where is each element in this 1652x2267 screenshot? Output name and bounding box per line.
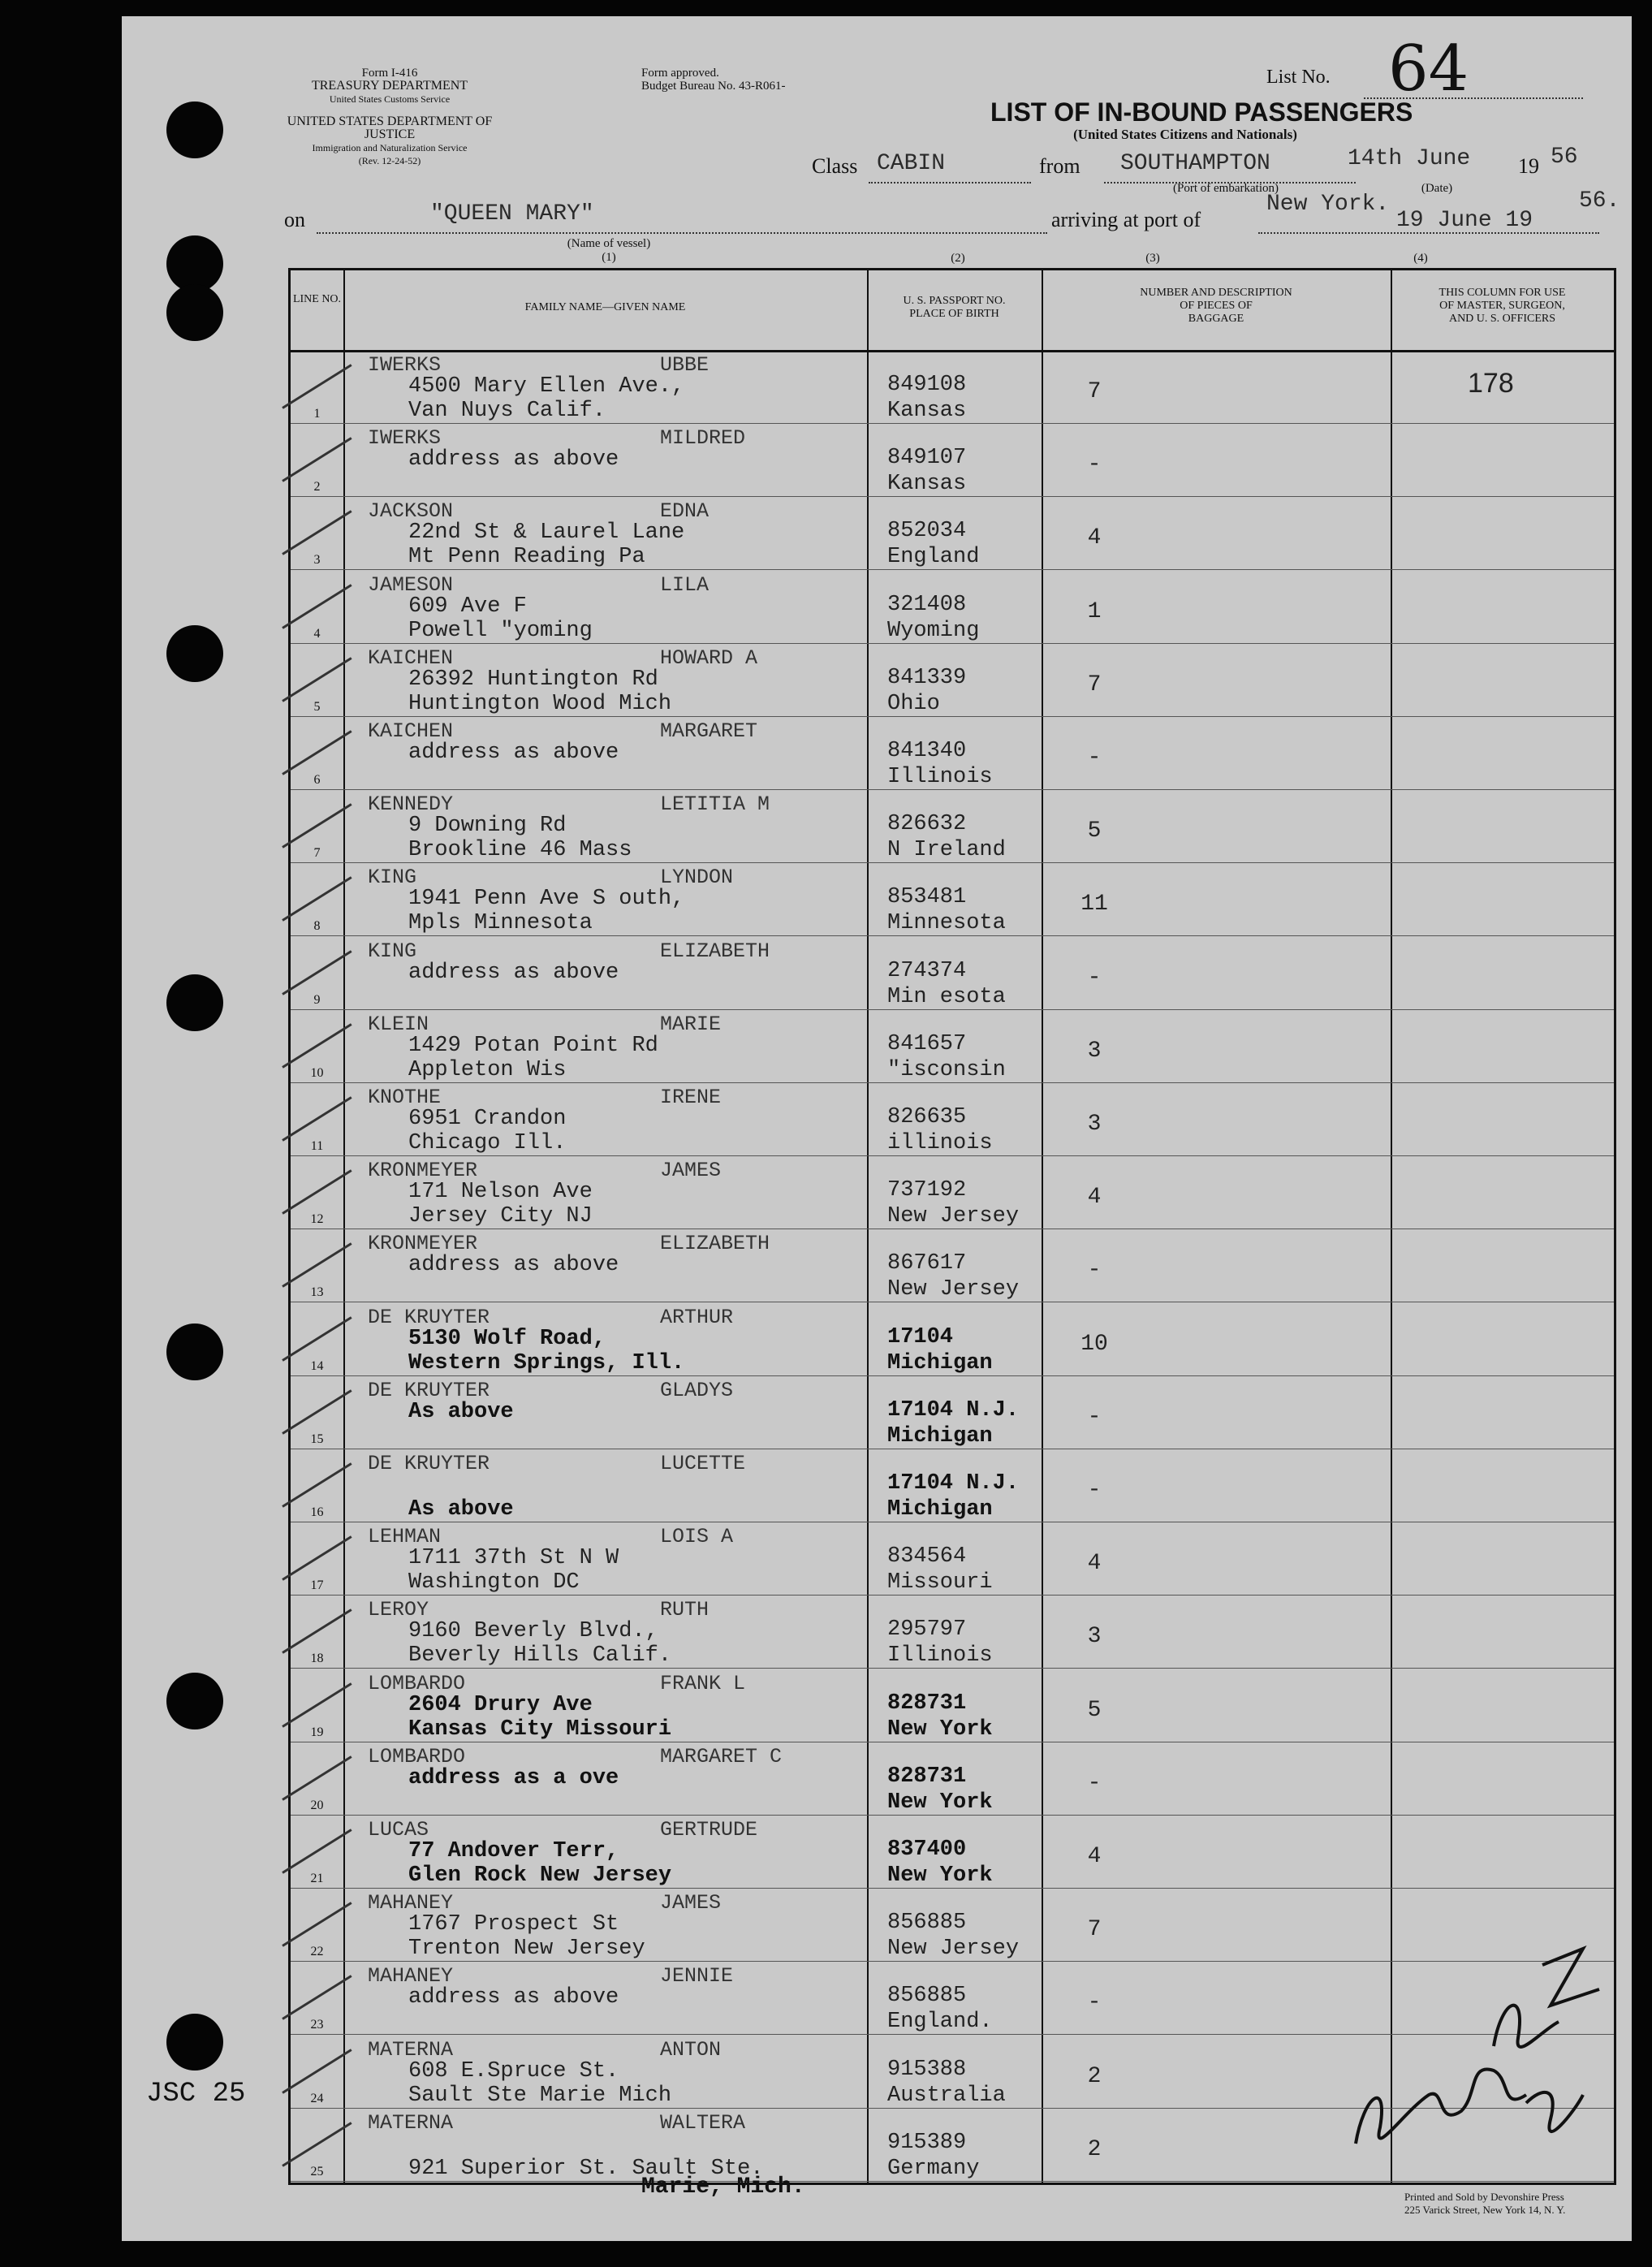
baggage-count: 7 <box>1087 1917 1102 1943</box>
address-line-1: address as above <box>408 741 619 765</box>
continuation-text: Marie, Mich. <box>641 2174 805 2200</box>
punch-hole <box>166 974 223 1031</box>
passport-number: 274374 <box>887 958 967 983</box>
address-line-2: Brookline 46 Mass <box>408 838 632 863</box>
form-title: LIST OF IN-BOUND PASSENGERS <box>990 97 1413 127</box>
table-row <box>291 1522 1614 1596</box>
punch-hole <box>166 1673 223 1729</box>
address-line-2: 921 Superior St. Sault Ste. <box>408 2156 764 2181</box>
check-mark-icon <box>282 950 352 995</box>
line-number: 13 <box>310 1285 324 1300</box>
check-mark-icon <box>282 1829 352 1874</box>
passport-number: 915388 <box>887 2057 967 2082</box>
line-number: 4 <box>313 626 321 641</box>
given-name: JENNIE <box>660 1964 734 1988</box>
col-label-4: (4) <box>1413 252 1428 265</box>
table-row <box>291 1815 1614 1889</box>
place-of-birth: Michigan <box>887 1423 993 1449</box>
given-name: ARTHUR <box>660 1305 734 1329</box>
check-mark-icon <box>282 803 352 849</box>
line-number: 20 <box>310 1798 324 1812</box>
baggage-count: - <box>1087 452 1102 478</box>
header-baggage: NUMBER AND DESCRIPTION OF PIECES OF BAGGAGE <box>1140 287 1292 325</box>
address-line-2: Washington DC <box>408 1570 580 1596</box>
given-name: HOWARD A <box>660 646 758 670</box>
given-name: EDNA <box>660 499 710 524</box>
baggage-count: - <box>1087 1478 1102 1503</box>
family-name: LOMBARDO <box>368 1744 466 1768</box>
line-number: 2 <box>313 480 321 494</box>
address-line-1: 6951 Crandon <box>408 1107 567 1131</box>
address-line-1: 5130 Wolf Road, <box>408 1326 606 1351</box>
line-number: 11 <box>310 1139 324 1153</box>
line-number: 18 <box>310 1652 324 1666</box>
passport-number: 17104 <box>887 1324 954 1349</box>
officer-signature <box>1339 1900 1615 2168</box>
baggage-count: 4 <box>1087 1185 1102 1211</box>
address-line-1: 608 E.Spruce St. <box>408 2058 619 2083</box>
address-line-2: Appleton Wis <box>408 1057 567 1082</box>
given-name: JAMES <box>660 1891 722 1915</box>
check-mark-icon <box>282 1755 352 1801</box>
table-row <box>291 936 1614 1010</box>
baggage-count: 3 <box>1087 1624 1102 1650</box>
address-line-2: Van Nuys Calif. <box>408 399 606 423</box>
line-number: 24 <box>310 2091 324 2105</box>
baggage-count: 7 <box>1087 379 1102 404</box>
check-mark-icon <box>282 364 352 409</box>
address-line-1: 609 Ave F <box>408 594 527 619</box>
check-mark-icon <box>282 1976 352 2021</box>
header-name: FAMILY NAME—GIVEN NAME <box>524 301 686 313</box>
address-line-2: Mpls Minnesota <box>408 911 593 936</box>
family-name: DE KRUYTER <box>368 1305 490 1329</box>
col-label-3: (3) <box>1145 252 1160 265</box>
place-of-birth: Germany <box>887 2156 980 2181</box>
line-number: 9 <box>313 992 321 1007</box>
address-line-1: address as above <box>408 447 619 473</box>
approval-info: Form approved. Budget Bureau No. 43-R061- <box>641 67 786 93</box>
line-number: 21 <box>310 1872 324 1885</box>
punch-hole <box>166 2014 223 2071</box>
table-row <box>291 862 1614 936</box>
address-line-1: address as a ove <box>408 1765 619 1790</box>
place-of-birth: Australia <box>887 2083 1006 2108</box>
baggage-count: 4 <box>1087 525 1102 551</box>
check-mark-icon <box>282 1023 352 1069</box>
table-row <box>291 1009 1614 1083</box>
arrival-port: New York. <box>1266 192 1390 217</box>
passport-number: 17104 N.J. <box>887 1471 1020 1496</box>
manifest-page <box>122 16 1632 2241</box>
given-name: LOIS A <box>660 1525 734 1549</box>
place-of-birth: Illinois <box>887 1643 993 1669</box>
address-line-1: 77 Andover Terr, <box>408 1839 619 1863</box>
passport-number: 826635 <box>887 1105 967 1129</box>
check-mark-icon <box>282 1096 352 1142</box>
header-officers: THIS COLUMN FOR USE OF MASTER, SURGEON, AND U. S. OFFICERS <box>1438 287 1566 325</box>
from-value: SOUTHAMPTON <box>1120 151 1270 176</box>
baggage-count: 1 <box>1087 598 1102 624</box>
given-name: JAMES <box>660 1159 722 1183</box>
address-line-1: As above <box>408 1399 514 1424</box>
baggage-count: 4 <box>1087 1844 1102 1869</box>
passport-number: 915389 <box>887 2130 967 2155</box>
address-line-1: 9160 Beverly Blvd., <box>408 1619 658 1644</box>
line-number: 22 <box>310 1945 324 1959</box>
given-name: FRANK L <box>660 1671 746 1695</box>
passport-number: 841339 <box>887 665 967 690</box>
line-number: 16 <box>310 1505 324 1519</box>
address-line-2: As above <box>408 1497 514 1522</box>
officer-note: 178 <box>1468 368 1514 399</box>
address-line-1: 2604 Drury Ave <box>408 1692 593 1717</box>
place-of-birth: Illinois <box>887 765 993 789</box>
check-mark-icon <box>282 1389 352 1435</box>
form-info: Form I-416 TREASURY DEPARTMENT United States Customs Service <box>311 67 468 105</box>
table-row <box>291 1302 1614 1376</box>
place-of-birth: New Jersey <box>887 1277 1020 1302</box>
address-line-1: 9 Downing Rd <box>408 814 567 839</box>
passport-number: 867617 <box>887 1251 967 1276</box>
class-label: Class <box>812 154 858 178</box>
family-name: IWERKS <box>368 426 442 451</box>
baggage-count: 11 <box>1080 892 1108 918</box>
family-name: MATERNA <box>368 2037 454 2062</box>
family-name: KAICHEN <box>368 719 454 743</box>
family-name: LEROY <box>368 1598 429 1622</box>
family-name: JAMESON <box>368 572 454 597</box>
address-line-1: 171 Nelson Ave <box>408 1180 593 1205</box>
line-number: 15 <box>310 1431 324 1446</box>
check-mark-icon <box>282 1609 352 1655</box>
family-name: KAICHEN <box>368 646 454 670</box>
list-no-label: List No. <box>1266 67 1331 88</box>
family-name: DE KRUYTER <box>368 1452 490 1475</box>
passport-number: 321408 <box>887 592 967 617</box>
table-row <box>291 1595 1614 1669</box>
punch-hole <box>166 625 223 682</box>
line-number: 14 <box>310 1358 324 1373</box>
jsc-stamp: JSC 25 <box>146 2079 246 2109</box>
on-label: on <box>284 208 305 231</box>
line-number: 8 <box>313 919 321 934</box>
family-name: KING <box>368 939 417 963</box>
arriving-label: arriving at port of <box>1051 208 1201 231</box>
line-number: 10 <box>310 1065 324 1080</box>
place-of-birth: Kansas <box>887 472 967 497</box>
given-name: ELIZABETH <box>660 1232 770 1256</box>
given-name: MILDRED <box>660 426 746 451</box>
passenger-table <box>288 268 1616 2185</box>
from-label: from <box>1039 154 1080 178</box>
passport-number: 856885 <box>887 1911 967 1936</box>
address-line-1: 26392 Huntington Rd <box>408 667 658 692</box>
check-mark-icon <box>282 1682 352 1728</box>
place-of-birth: "isconsin <box>887 1057 1006 1082</box>
address-line-1: 1711 37th St N W <box>408 1546 619 1571</box>
passport-number: 826632 <box>887 812 967 837</box>
embark-date: 14th June <box>1348 146 1471 171</box>
place-of-birth: New York <box>887 1790 993 1815</box>
address-line-2: Kansas City Missouri <box>408 1716 672 1742</box>
given-name: IRENE <box>660 1086 722 1109</box>
given-name: ELIZABETH <box>660 939 770 963</box>
embark-year: 56 <box>1551 145 1578 170</box>
address-line-2: Powell "yoming <box>408 618 593 643</box>
address-line-2: Chicago Ill. <box>408 1131 567 1155</box>
date-caption: (Date) <box>1421 182 1453 195</box>
place-of-birth: New Jersey <box>887 1937 1020 1962</box>
baggage-count: 4 <box>1087 1551 1102 1577</box>
address-line-2: Glen Rock New Jersey <box>408 1863 672 1888</box>
place-of-birth: Missouri <box>887 1570 993 1596</box>
check-mark-icon <box>282 1169 352 1215</box>
check-mark-icon <box>282 1535 352 1581</box>
passport-number: 17104 N.J. <box>887 1397 1020 1423</box>
family-name: LEHMAN <box>368 1525 442 1549</box>
check-mark-icon <box>282 877 352 922</box>
baggage-count: - <box>1087 965 1102 991</box>
place-of-birth: Ohio <box>887 691 940 716</box>
place-of-birth: New Jersey <box>887 1204 1020 1229</box>
table-row <box>291 643 1614 717</box>
family-name: KING <box>368 866 417 890</box>
family-name: LOMBARDO <box>368 1671 466 1695</box>
baggage-count: - <box>1087 1770 1102 1796</box>
line-number: 19 <box>310 1725 324 1739</box>
table-row <box>291 423 1614 497</box>
address-line-1: 1429 Potan Point Rd <box>408 1033 658 1058</box>
given-name: MARGARET <box>660 719 758 743</box>
passport-number: 852034 <box>887 519 967 544</box>
given-name: LUCETTE <box>660 1452 746 1475</box>
address-line-2: Beverly Hills Calif. <box>408 1643 672 1669</box>
table-row <box>291 1155 1614 1229</box>
passport-number: 834564 <box>887 1544 967 1570</box>
given-name: GERTRUDE <box>660 1818 758 1842</box>
place-of-birth: Michigan <box>887 1350 993 1375</box>
address-line-1: 4500 Mary Ellen Ave., <box>408 374 685 399</box>
place-of-birth: New York <box>887 1716 993 1742</box>
passport-number: 828731 <box>887 1764 967 1789</box>
given-name: LILA <box>660 572 710 597</box>
baggage-count: 3 <box>1087 1112 1102 1137</box>
punch-hole <box>166 101 223 158</box>
form-subtitle: (United States Citizens and Nationals) <box>1073 127 1297 142</box>
arrival-year: 56. <box>1579 188 1620 214</box>
address-line-2: Western Springs, Ill. <box>408 1350 685 1375</box>
baggage-count: 2 <box>1087 2136 1102 2162</box>
passport-number: 295797 <box>887 1617 967 1643</box>
table-row <box>291 1669 1614 1742</box>
line-number: 23 <box>310 2018 324 2032</box>
table-row <box>291 496 1614 570</box>
check-mark-icon <box>282 1902 352 1947</box>
address-line-1: 1941 Penn Ave S outh, <box>408 887 685 912</box>
check-mark-icon <box>282 437 352 482</box>
check-mark-icon <box>282 584 352 629</box>
port-caption: (Port of embarkation) <box>1173 182 1279 195</box>
family-name: KLEIN <box>368 1012 429 1036</box>
check-mark-icon <box>282 511 352 556</box>
line-number: 25 <box>310 2164 324 2178</box>
punch-hole <box>166 1323 223 1380</box>
passport-number: 841657 <box>887 1031 967 1056</box>
check-mark-icon <box>282 2122 352 2167</box>
vessel-caption: (Name of vessel) (1) <box>567 237 651 264</box>
line-number: 1 <box>313 407 321 421</box>
given-name: ANTON <box>660 2037 722 2062</box>
line-number: 17 <box>310 1578 324 1593</box>
place-of-birth: Min esota <box>887 984 1006 1009</box>
place-of-birth: Minnesota <box>887 911 1006 936</box>
baggage-count: - <box>1087 745 1102 771</box>
table-row <box>291 570 1614 644</box>
place-of-birth: England <box>887 545 980 570</box>
place-of-birth: illinois <box>887 1131 993 1155</box>
table-header <box>291 270 1614 352</box>
family-name: KRONMEYER <box>368 1159 478 1183</box>
family-name: MAHANEY <box>368 1964 454 1988</box>
line-number: 3 <box>313 553 321 568</box>
given-name: MARGARET C <box>660 1744 783 1768</box>
address-line-1: 22nd St & Laurel Lane <box>408 520 685 546</box>
family-name: KRONMEYER <box>368 1232 478 1256</box>
place-of-birth: Michigan <box>887 1497 993 1522</box>
place-of-birth: Kansas <box>887 399 967 423</box>
passport-number: 841340 <box>887 739 967 763</box>
check-mark-icon <box>282 657 352 702</box>
baggage-count: - <box>1087 1404 1102 1430</box>
family-name: DE KRUYTER <box>368 1378 490 1402</box>
baggage-count: 2 <box>1087 2063 1102 2089</box>
place-of-birth: N Ireland <box>887 838 1006 863</box>
table-row <box>291 1228 1614 1302</box>
family-name: MATERNA <box>368 2110 454 2135</box>
family-name: KNOTHE <box>368 1086 442 1109</box>
passport-number: 737192 <box>887 1178 967 1203</box>
family-name: IWERKS <box>368 353 442 377</box>
arrival-date: 19 June 19 <box>1396 208 1533 233</box>
family-name: MAHANEY <box>368 1891 454 1915</box>
family-name: KENNEDY <box>368 792 454 817</box>
given-name: RUTH <box>660 1598 710 1622</box>
given-name: GLADYS <box>660 1378 734 1402</box>
address-line-1: address as above <box>408 1985 619 2010</box>
address-line-2: Sault Ste Marie Mich <box>408 2083 672 2108</box>
baggage-count: 3 <box>1087 1038 1102 1064</box>
check-mark-icon <box>282 1462 352 1508</box>
address-line-1: address as above <box>408 960 619 985</box>
passport-number: 853481 <box>887 885 967 910</box>
address-line-2: Huntington Wood Mich <box>408 691 672 716</box>
given-name: UBBE <box>660 353 710 377</box>
family-name: JACKSON <box>368 499 454 524</box>
check-mark-icon <box>282 1316 352 1362</box>
line-number: 7 <box>313 846 321 861</box>
table-row <box>291 1449 1614 1522</box>
baggage-count: 7 <box>1087 671 1102 697</box>
table-row <box>291 350 1614 424</box>
passport-number: 828731 <box>887 1691 967 1716</box>
printer-info: Printed and Sold by Devonshire Press 225 Varick Street, New York 14, N. Y. <box>1404 2191 1566 2216</box>
place-of-birth: England. <box>887 2010 993 2035</box>
baggage-count: 5 <box>1087 818 1102 844</box>
address-line-1: 1767 Prospect St <box>408 1912 619 1937</box>
baggage-count: - <box>1087 1990 1102 2016</box>
list-no-value: 64 <box>1388 32 1469 106</box>
given-name: LETITIA M <box>660 792 770 817</box>
table-row <box>291 789 1614 863</box>
address-line-2: Mt Penn Reading Pa <box>408 545 645 570</box>
line-number: 12 <box>310 1212 324 1227</box>
department-info: UNITED STATES DEPARTMENT OF JUSTICE Immigration and Naturalization Service (Rev. 12-24-52) <box>287 114 493 166</box>
class-value: CABIN <box>877 151 946 176</box>
baggage-count: - <box>1087 1258 1102 1284</box>
place-of-birth: New York <box>887 1863 993 1888</box>
header-line-no: LINE NO. <box>292 293 342 305</box>
address-line-1: address as above <box>408 1253 619 1278</box>
given-name: LYNDON <box>660 866 734 890</box>
table-row <box>291 716 1614 790</box>
place-of-birth: Wyoming <box>887 618 980 643</box>
given-name: MARIE <box>660 1012 722 1036</box>
check-mark-icon <box>282 730 352 775</box>
punch-hole <box>166 284 223 341</box>
line-number: 5 <box>313 699 321 714</box>
given-name: WALTERA <box>660 2110 746 2135</box>
passport-number: 856885 <box>887 1984 967 2009</box>
family-name: LUCAS <box>368 1818 429 1842</box>
table-row <box>291 1082 1614 1156</box>
embark-year-prefix: 19 <box>1518 154 1539 178</box>
passport-number: 837400 <box>887 1837 967 1862</box>
check-mark-icon <box>282 2049 352 2094</box>
header-passport: U. S. PASSPORT NO. PLACE OF BIRTH <box>903 295 1006 320</box>
vessel-value: "QUEEN MARY" <box>430 201 594 227</box>
col-label-2: (2) <box>951 252 965 265</box>
table-row <box>291 1742 1614 1816</box>
baggage-count: 5 <box>1087 1697 1102 1723</box>
baggage-count: 10 <box>1080 1331 1108 1357</box>
check-mark-icon <box>282 1243 352 1289</box>
table-row <box>291 1375 1614 1449</box>
passport-number: 849107 <box>887 446 967 471</box>
address-line-2: Jersey City NJ <box>408 1204 593 1229</box>
passport-number: 849108 <box>887 373 967 397</box>
line-number: 6 <box>313 773 321 787</box>
address-line-2: Trenton New Jersey <box>408 1937 645 1962</box>
